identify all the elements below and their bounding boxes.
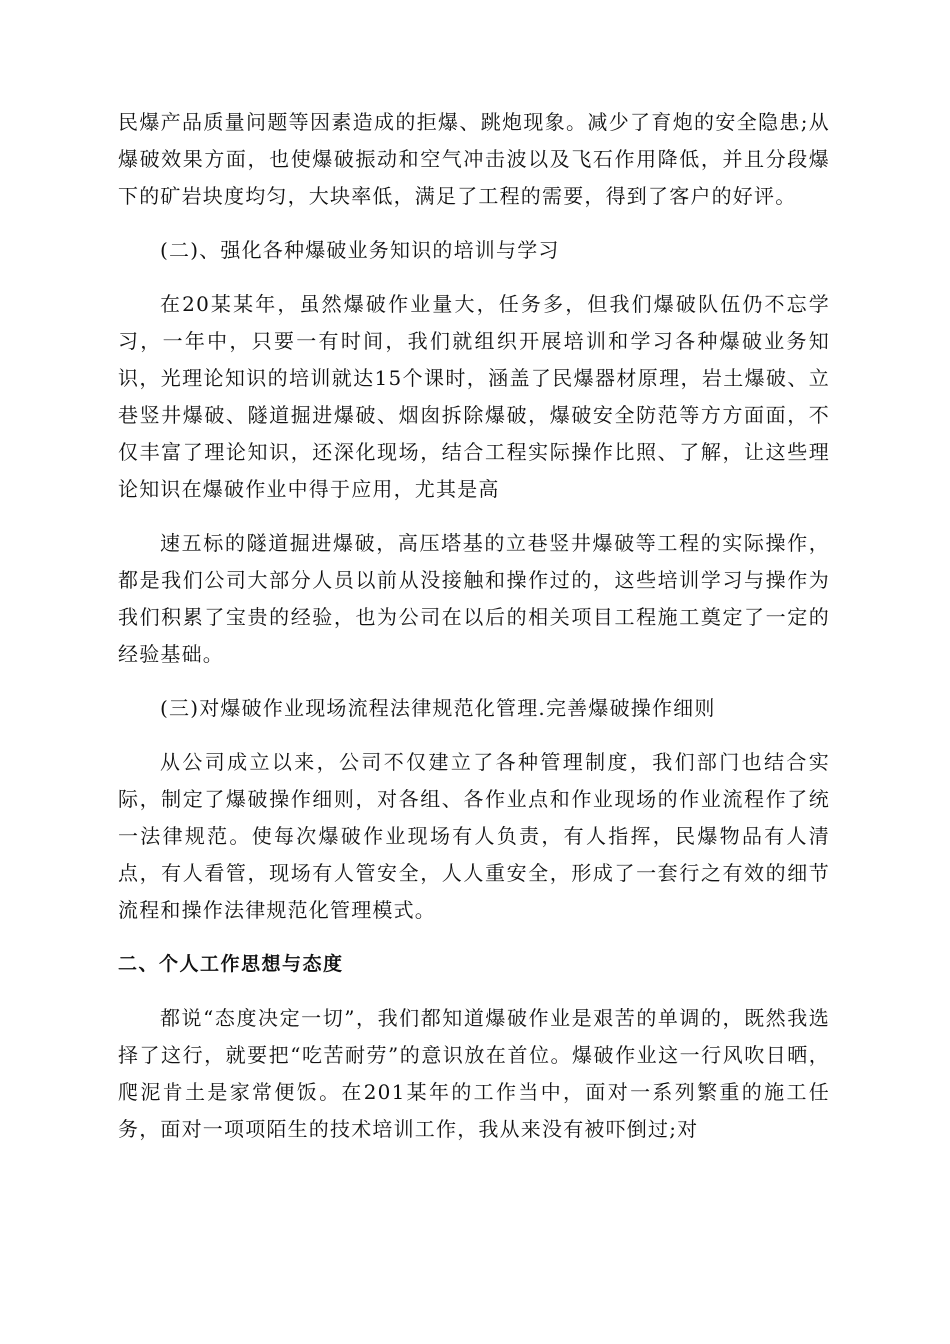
subheading-site-management: (三)对爆破作业现场流程法律规范化管理.完善爆破操作细则 bbox=[160, 696, 716, 720]
paragraph-training-part1: 在20某某年，虽然爆破作业量大，任务多，但我们爆破队伍仍不忘学习，一年中，只要一有时间，我们就组织开展培训和学习各种爆破业务知识，光理论知识的培训就达15个课时，涵盖了民爆器材原理，岩土爆破、立巷竖井爆破、隧道掘进爆破、烟囱拆除爆破，爆破安全防范等方方面面，不仅丰富了理论知识，还深化现场，结合工程实际操作比照、了解，让这些理论知识在爆破作业中得于应用，尤其是高 bbox=[118, 292, 830, 501]
paragraph-blasting-results: 民爆产品质量问题等因素造成的拒爆、跳炮现象。减少了育炮的安全隐患;从爆破效果方面，也使爆破振动和空气冲击波以及飞石作用降低，并且分段爆下的矿岩块度均匀，大块率低，满足了工程的需要，得到了客户的好评。 bbox=[118, 110, 830, 208]
section-heading-personal-attitude: 二、个人工作思想与态度 bbox=[118, 953, 344, 975]
subheading-training: (二)、强化各种爆破业务知识的培训与学习 bbox=[160, 238, 560, 262]
paragraph-training-part2: 速五标的隧道掘进爆破，高压塔基的立巷竖井爆破等工程的实际操作，都是我们公司大部分人员以前从没接触和操作过的，这些培训学习与操作为我们积累了宝贵的经验，也为公司在以后的相关项目工程施工奠定了一定的经验基础。 bbox=[118, 531, 830, 666]
paragraph-attitude: 都说“态度决定一切”，我们都知道爆破作业是艰苦的单调的，既然我选择了这行，就要把“吃苦耐劳”的意识放在首位。爆破作业这一行风吹日晒，爬泥肯土是家常便饭。在201某年的工作当中，面对一系列繁重的施工任务，面对一项项陌生的技术培训工作，我从来没有被吓倒过;对 bbox=[118, 1006, 830, 1141]
paragraph-site-management: 从公司成立以来，公司不仅建立了各种管理制度，我们部门也结合实际，制定了爆破操作细则，对各组、各作业点和作业现场的作业流程作了统一法律规范。使每次爆破作业现场有人负责，有人指挥，民爆物品有人清点，有人看管，现场有人管安全，人人重安全，形成了一套行之有效的细节流程和操作法律规范化管理模式。 bbox=[118, 750, 830, 922]
